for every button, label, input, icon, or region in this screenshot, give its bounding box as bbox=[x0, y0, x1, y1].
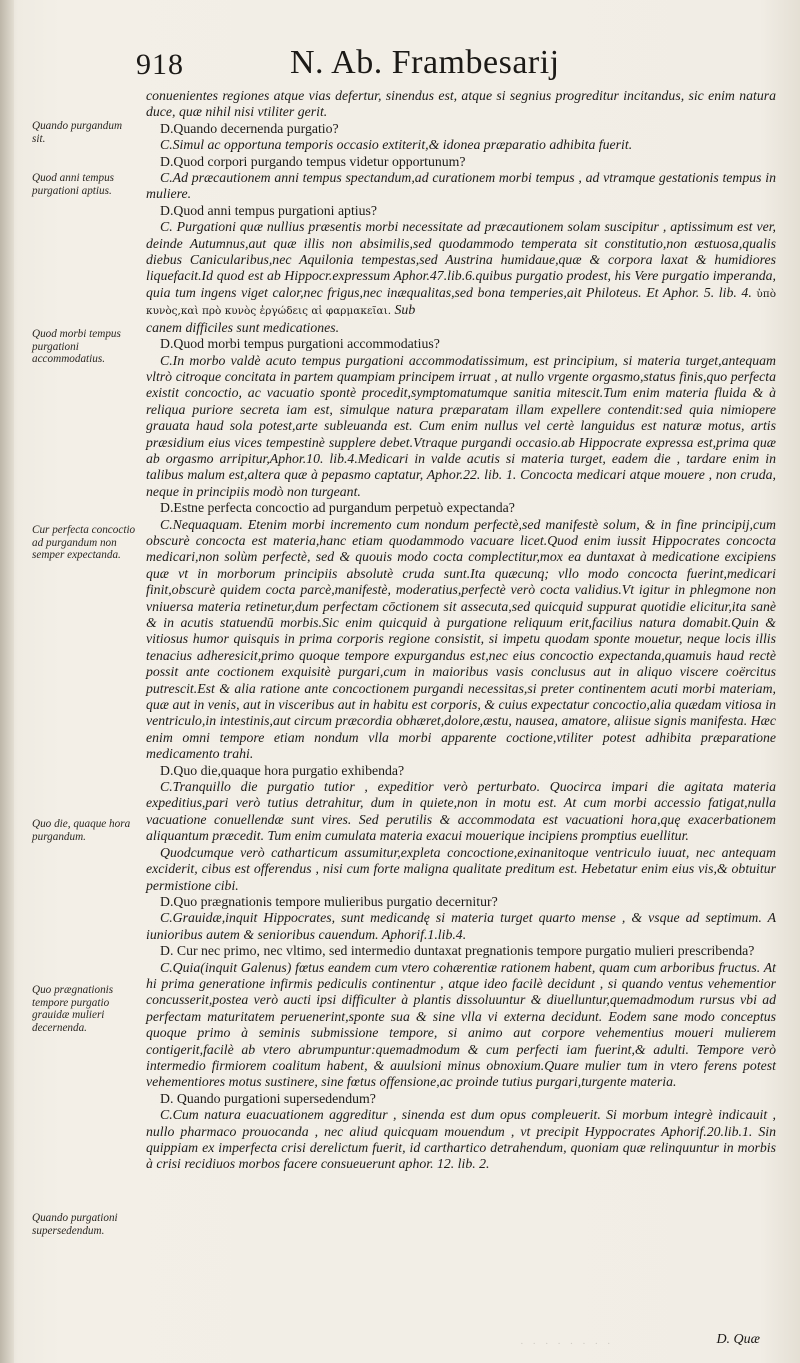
margin-note-supersedendum: Quando purgationi supersedendum. bbox=[32, 1212, 118, 1237]
answer-paragraph bbox=[146, 219, 776, 319]
margin-note-anni-tempus: Quod anni tempus purgationi aptius. bbox=[32, 172, 115, 197]
answer-paragraph: C.In morbo valdè acuto tempus purgationi accommodatissimum, est principium, si materia turget,antequam vltrò citroque concitata in partem quampiam principem irruat , at nullo vrgente orgasmo,status finis,quo perfecta existit concoctio, ac vacuatio spontè procedit,symptomatumque sanitia mitescit.Tum enim materia fluida & à reliqua puriore secreta iam est, simulque natura præparatam illam expellere contendit:sed quia nimiopere grauata haud sola potest,arte subleuanda est. Cum enim nullus vel certè languidus est naturæ motus, artis præsidium eius vices tempestinè supplere debet.Vtraque purgandi occasio.ab Hippocrate expressa est,prima quæ ab orgasmo arripitur,Aphor.10. lib.4.Medicari in valde acutis si materia turget, eadem die , tardare enim in talibus malum est,altera quæ à pepasmo captatur, Aphor.22. lib. 1. Concocta medicari atque mouere , non cruda, neque in principiis modò non turgeant. bbox=[146, 352, 776, 499]
question-line: D.Quod anni tempus purgationi aptius? bbox=[160, 202, 378, 218]
page-header bbox=[130, 40, 770, 90]
question-line: D.Estne perfecta concoctio ad purgandum perpetuò expectanda? bbox=[160, 500, 515, 516]
margin-note-quando-purgandum: Quando purgandum sit. bbox=[32, 120, 123, 145]
question-line: D. Cur nec primo, nec vltimo, sed intermedio duntaxat pregnationis tempore purgatio mulieri prescribenda? bbox=[160, 943, 755, 959]
question-line: D.Quando decernenda purgatio? bbox=[160, 120, 339, 136]
answer-paragraph: C.Tranquillo die purgatio tutior , expeditior verò perturbato. Quocirca impari die agitata materia expeditius,pari verò tutius detrahitur, dum in quiete,non in motu est. At cum morbi accessio fatigat,nulla vacuatione conuellendæ sunt vires. Sed perutilis & accommodata est vacuationi hora,quę exacerbationem aliquantum præcedit. Tum enim cumulata materia exacui mouerique incipiens promptius euellitur. bbox=[146, 779, 776, 844]
question-line: D.Quod corpori purgando tempus videtur opportunum? bbox=[160, 153, 466, 169]
margin-note-praegnationis: Quo prægnationis tempore purgatio grauidæ mulieri decernenda. bbox=[32, 984, 114, 1034]
main-text bbox=[146, 88, 776, 1173]
catchword: D. Quæ bbox=[716, 1332, 760, 1347]
answer-paragraph: C.Quia(inquit Galenus) fœtus eandem cum vtero cohærentiæ rationem habent, quam cum arboribus fructus. At hi prima generatione infirmis pediculis continentur , atque ideo facilè decidunt , si quando ventus vehementior concusserit,postea verò aucti ipsi difficulter à plantis dissoluuntur & diuelluntur,quemadmodum rursus vbi ad perfectam maturitatem peruenerint,sponte sua & sine vlla vi externa decidunt. Eodem sane modo conceptus quoque primo à seminis submissione tempore, si animo aut corpore vehementius moueri mulierem contigerit,facilè ab vtero abrumpuntur:quemadmodum & cum perfecti iam fuerint,& adulti. Tempore verò intermedio firmiorem coalitum habent, & auulsioni minus obnoxium.Quare mulier tum in vtero ferens potest vehementiores motus sustinere, sine fœtus offensione,ac proinde tutius purgari,turgente materia. bbox=[146, 959, 776, 1090]
binding-gutter bbox=[0, 0, 14, 1363]
margin-note-perfecta-concoctio: Cur perfecta concoctio ad purgandum non semper expectanda. bbox=[32, 524, 136, 562]
answer-text: C. Purgationi quæ nullius præsentis morbi necessitate ad præcautionem solam suscipitur , aptissimum est ver, deinde Autumnus,aut quæ illis non absimilis,sed quodammodo temperata sit constitutio,non æstuosa,qualis diebus Canicularibus,nec Aquilonia tempestas,sed Austrina humidaue,quæ & corpora laxat & humidiores liquefacit.Id quod est ab Hippocr.expressum Aphor.47.lib.6.quibus purgatio prodest, his Vere purgatio imperanda, quia tum ingens viget calor,nec frigus,nec inæqualitas,sed bona temperies,ait Philoteus. Et Aphor. 5. lib. 4. bbox=[146, 219, 776, 300]
answer-paragraph: C.Simul ac opportuna temporis occasio extiterit,& idonea præparatio adhibita fuerit. bbox=[160, 137, 633, 153]
show-through-texture: · · · · · · · · bbox=[520, 1338, 614, 1350]
page-number: 918 bbox=[136, 48, 184, 81]
text-paragraph: Quodcumque verò catharticum assumitur,expleta concoctione,exinanitoque ventriculo iuuat, nec antequam exciderit, cibus est offerendus , nisi cum forte maligna qualitate preditum est. Hebetatur enim eius vis,& obtuitur permistione cibi. bbox=[146, 844, 776, 893]
text-paragraph: conuenientes regiones atque vias defertur, sinendus est, atque si segnius progreditur incitandus, sic enim natura duce, quæ nihil nisi vtiliter gerit. bbox=[146, 88, 776, 120]
answer-paragraph: C.Cum natura euacuationem aggreditur , sinenda est dum opus compleuerit. Si morbum integrè indicauit , nullo pharmaco prouocanda , nec aliud quicquam mouendum , vt precipit Hyppocrates Aphorif.20.lib.1. Sin quippiam ex imperfecta crisi derelictum fuerit, id carthartico detrahendum, quoniam quæ relinquuntur in morbis à crisi recidiuos morbos facere consueuerunt aphor. 12. lib. 2. bbox=[146, 1107, 776, 1172]
text-paragraph: canem difficiles sunt medicationes. bbox=[146, 319, 340, 335]
question-line: D.Quod morbi tempus purgationi accommodatius? bbox=[160, 336, 440, 352]
question-line: D.Quo die,quaque hora purgatio exhibenda? bbox=[160, 762, 405, 778]
answer-paragraph: C.Grauidæ,inquit Hippocrates, sunt medicandę si materia turget quarto mense , & vsque ad septimum. A iunioribus autem & senioribus cauendum. Aphorif.1.lib.4. bbox=[146, 910, 776, 942]
running-title: N. Ab. Frambesarij bbox=[290, 44, 560, 81]
answer-paragraph: C.Nequaquam. Etenim morbi incremento cum nondum perfectè,sed manifestè solum, & in fine principij,cum obscurè concocta est materia,hanc etiam quodammodo vacuare licet.Quod enim iussit Hippocrates concocta medicari,non solùm perfectè, sed & quouis modo cocta complectitur,mox ea duntaxat à medicatione excipiens quæ vt in morborum principiis absolutè cruda sunt.Ita quæcunq; vllo modo concocta fuerint,medicari finit,obscurè quidem cocta parcè,manifestè, moderatius,perfectè verò cocta validius.Vt igitur in phlegmone non vniuersa materia retinetur,dum perfectam cōctionem sit assecuta,sed quicquid suppurat quotidie elicitur,ita sanè & in acutis statuendū morbis.Sic enim quicquid à purgatione reliquum erit,facilius natura domabit.Quin & vitiosus humor quisquis in prima corporis regione consistit, si impetu quodam sponte mouetur, neque locis illis tenacius adheresicit,primo quoque tempore expurgandus est,nec eius concoctio expectanda,quamuis haud rectè possit ante coctionem exquisitè purgari,cum in maioribus vasis conclusus aut in aliquo viscere coërcitus putrescit.Est & alia ratione ante concoctionem purgandi necessitas,si preter continentem acuti morbi materiam, quæ aut in venis, aut in visceribus aut in habitu est corporis, & cuius expectatur concoctio,alia quædam vitiosa in ventriculo,in intestinis,aut circum præcordia obhæret,dolore,æstu, nausea, amatore, aliisue signis manifesta. Hæc enim omni tempore etiam nondum vlla morbi apparente coctione,vtiliter potest adhibita præparatione medicamento trahi. bbox=[146, 516, 776, 762]
margin-note-morbi-tempus: Quod morbi tempus purgationi accommodatius. bbox=[32, 328, 121, 366]
margin-note-quo-die: Quo die, quaque hora purgandum. bbox=[32, 818, 131, 843]
greek-quotation: ὑπὸ κυνὸς,καὶ πρὸ κυνὸς ἐργώδεις αἱ φαρμακεῖαι. bbox=[146, 287, 777, 318]
question-line: D.Quo prægnationis tempore mulieribus purgatio decernitur? bbox=[160, 893, 498, 909]
question-line: D. Quando purgationi supersedendum? bbox=[160, 1090, 376, 1106]
sub-word: Sub bbox=[394, 302, 416, 318]
answer-paragraph: C.Ad præcautionem anni tempus spectandum,ad curationem morbi tempus , ad vtramque gestationis tempus in muliere. bbox=[146, 170, 776, 202]
